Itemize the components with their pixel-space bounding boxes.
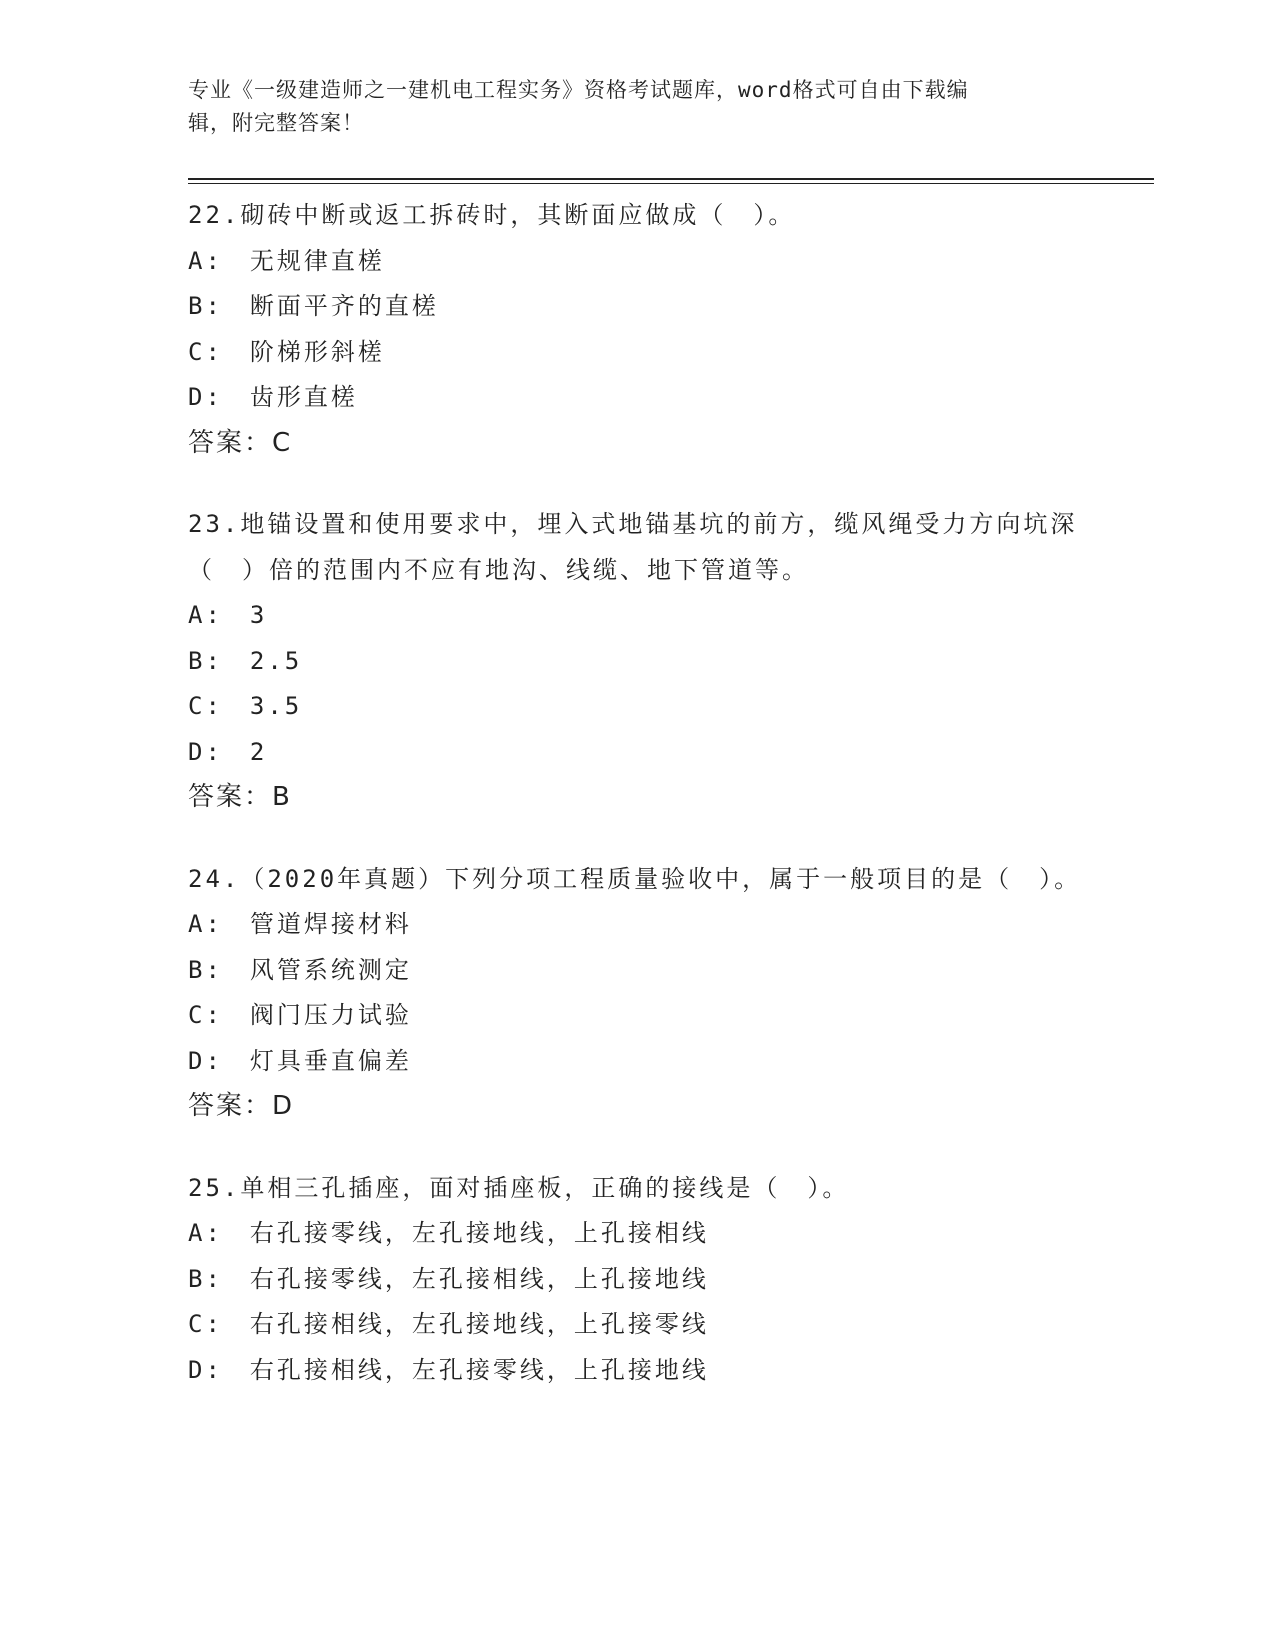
- option-b: B: 2.5: [188, 646, 303, 675]
- option-a: A: 3: [188, 601, 268, 629]
- question-22: [188, 193, 1088, 466]
- option-d: D: 灯具垂直偏差: [188, 1046, 412, 1075]
- intro-line-1: 专业《一级建造师之一建机电工程实务》资格考试题库，word格式可自由下载编: [188, 78, 969, 102]
- question-list: [188, 193, 1088, 1429]
- option-d: D: 2: [188, 737, 268, 766]
- option-b: B: 风管系统测定: [188, 955, 412, 984]
- option-d: D: 齿形直槎: [188, 383, 358, 411]
- option-a: A: 右孔接零线，左孔接地线，上孔接相线: [188, 1219, 709, 1247]
- option-c: C: 右孔接相线，左孔接地线，上孔接零线: [188, 1310, 709, 1338]
- question-24: [188, 857, 1088, 1130]
- option-c: C: 阀门压力试验: [188, 1001, 412, 1029]
- answer-line: 答案：D: [188, 1091, 295, 1121]
- option-d: D: 右孔接相线，左孔接零线，上孔接地线: [188, 1355, 709, 1384]
- option-c: C: 3.5: [188, 692, 303, 720]
- question-23: [188, 502, 1088, 821]
- question-stem: 22.砌砖中断或返工拆砖时，其断面应做成（ ）。: [188, 201, 796, 229]
- option-b: B: 断面平齐的直槎: [188, 292, 439, 320]
- header-divider-thin: [188, 183, 1154, 184]
- answer-line: 答案：C: [188, 427, 293, 458]
- option-a: A: 无规律直槎: [188, 246, 385, 275]
- question-25: [188, 1166, 1088, 1394]
- answer-line: 答案：B: [188, 782, 292, 812]
- question-stem: 24.（2020年真题）下列分项工程质量验收中，属于一般项目的是（ ）。: [188, 864, 1082, 893]
- option-b: B: 右孔接零线，左孔接相线，上孔接地线: [188, 1264, 709, 1293]
- header-divider-thick: [188, 178, 1154, 180]
- intro-line-2: 辑，附完整答案！: [188, 111, 364, 135]
- document-intro: [188, 74, 1088, 140]
- question-stem: 23.地锚设置和使用要求中，埋入式地锚基坑的前方，缆风绳受力方向坑深（ ）倍的范围内不应有地沟、线缆、地下管道等。: [188, 510, 1078, 584]
- option-c: C: 阶梯形斜槎: [188, 337, 385, 366]
- question-stem: 25.单相三孔插座，面对插座板，正确的接线是（ ）。: [188, 1173, 850, 1202]
- option-a: A: 管道焊接材料: [188, 910, 412, 938]
